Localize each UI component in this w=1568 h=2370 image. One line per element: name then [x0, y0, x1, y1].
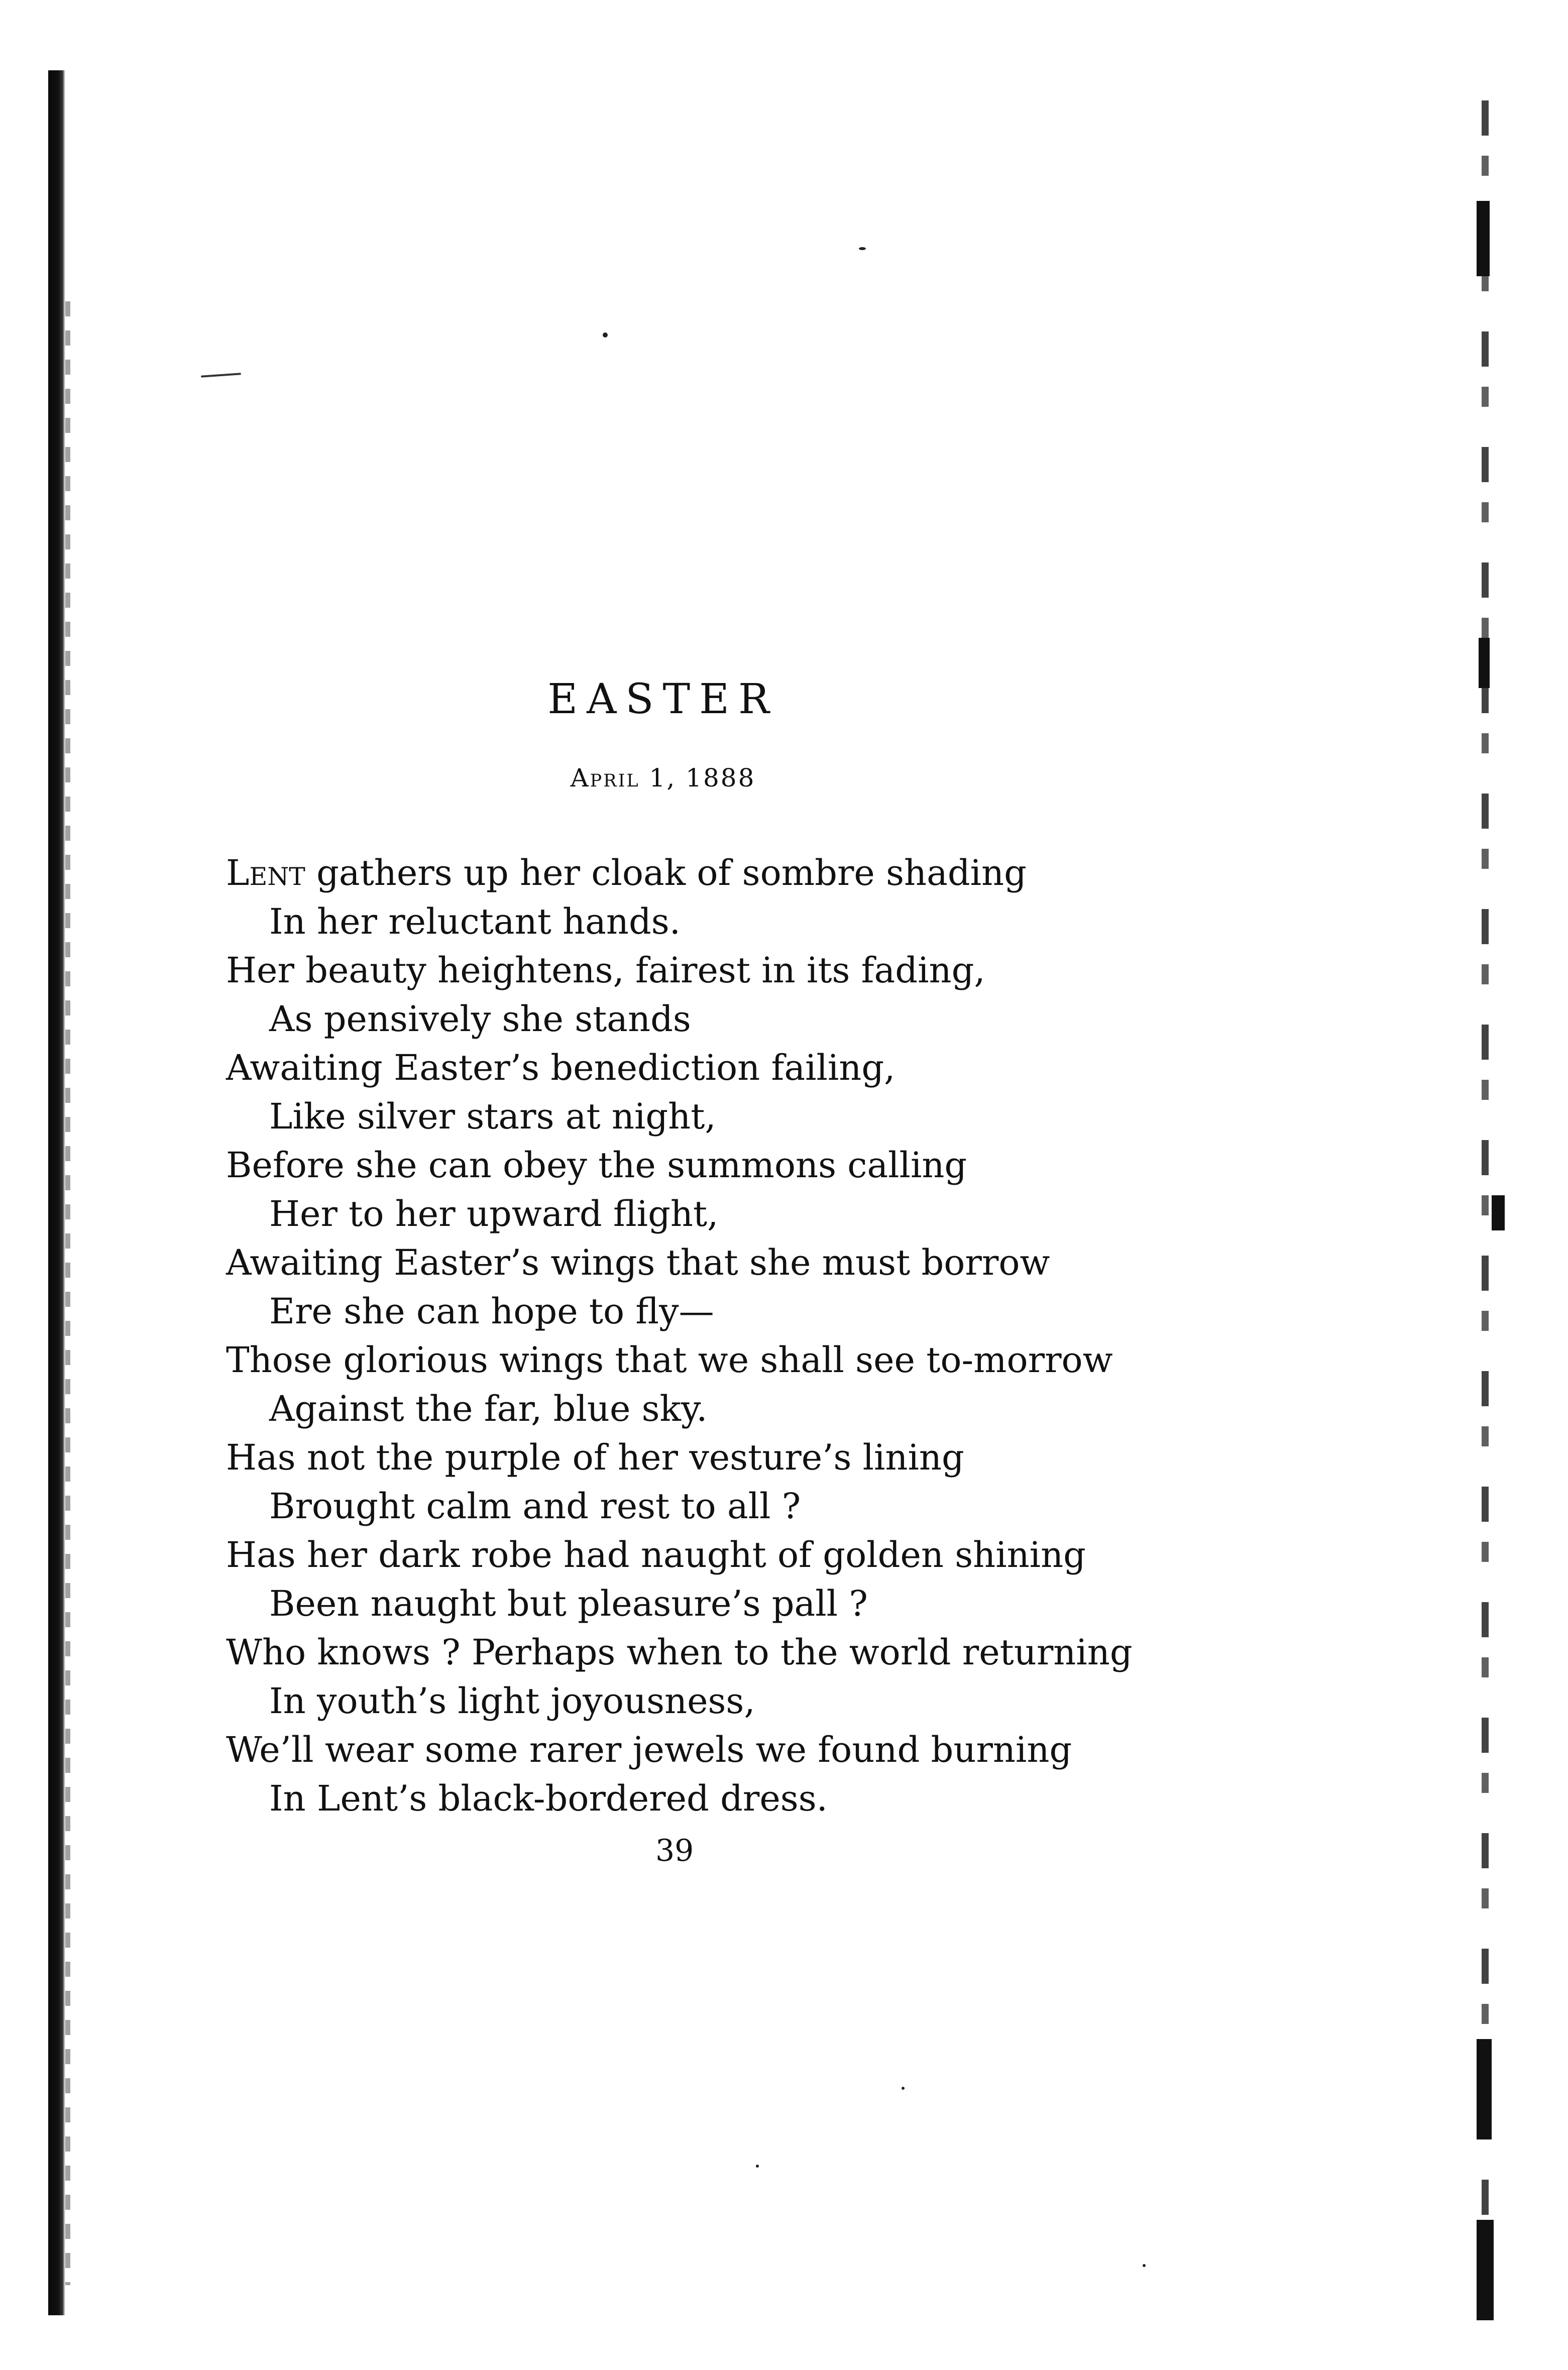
edge-blot — [1477, 2039, 1492, 2139]
poem-line: Awaiting Easter’s wings that she must borrow — [226, 1242, 1050, 1283]
poem-line: Like silver stars at night, — [269, 1096, 716, 1137]
poem-line: Has not the purple of her vesture’s lining — [226, 1437, 964, 1478]
page-edge-right — [1482, 100, 1489, 2320]
edge-blot — [1477, 2220, 1494, 2320]
page-number: 39 — [655, 1833, 694, 1868]
edge-blot — [1492, 1195, 1505, 1230]
poem-line: We’ll wear some rarer jewels we found burning — [226, 1729, 1072, 1770]
poem-line: In Lent’s black-bordered dress. — [269, 1778, 828, 1819]
poem-line: Against the far, blue sky. — [269, 1388, 708, 1429]
poem-line: Brought calm and rest to all ? — [269, 1486, 801, 1527]
stray-mark — [201, 373, 241, 378]
dust-speck — [902, 2087, 905, 2090]
poem-body — [226, 849, 1381, 1823]
poem-line: Who knows ? Perhaps when to the world returning — [226, 1632, 1133, 1673]
edge-blot — [1477, 201, 1490, 276]
dust-speck — [603, 332, 608, 337]
poem-line: Awaiting Easter’s benediction failing, — [226, 1047, 895, 1088]
poem-line: Ere she can hope to fly— — [269, 1291, 714, 1332]
binding-texture-left — [65, 301, 70, 2285]
poem-line: Before she can obey the summons calling — [226, 1145, 967, 1186]
poem-line: As pensively she stands — [269, 998, 691, 1040]
poem-line: In her reluctant hands. — [269, 901, 681, 942]
binding-shadow-left — [48, 70, 65, 2315]
dust-speck — [1143, 2264, 1146, 2267]
poem-line: Been naught but pleasure’s pall ? — [269, 1583, 868, 1624]
poem-date: April 1, 1888 — [570, 763, 756, 793]
first-word: Lent — [226, 852, 305, 893]
poem-line: Has her dark robe had naught of golden shining — [226, 1534, 1086, 1575]
dust-speck — [756, 2165, 759, 2168]
first-line-text: gathers up her cloak of sombre shading — [305, 852, 1027, 893]
poem-line: Her beauty heightens, fairest in its fading, — [226, 950, 985, 991]
poem-line: Those glorious wings that we shall see to-morrow — [226, 1339, 1113, 1381]
poem-line: Her to her upward flight, — [269, 1193, 719, 1234]
edge-blot — [1479, 638, 1490, 688]
poem-title: EASTER — [547, 675, 778, 723]
poem-line — [226, 849, 1381, 897]
dust-speck — [859, 247, 866, 250]
poem-line: In youth’s light joyousness, — [269, 1680, 755, 1722]
